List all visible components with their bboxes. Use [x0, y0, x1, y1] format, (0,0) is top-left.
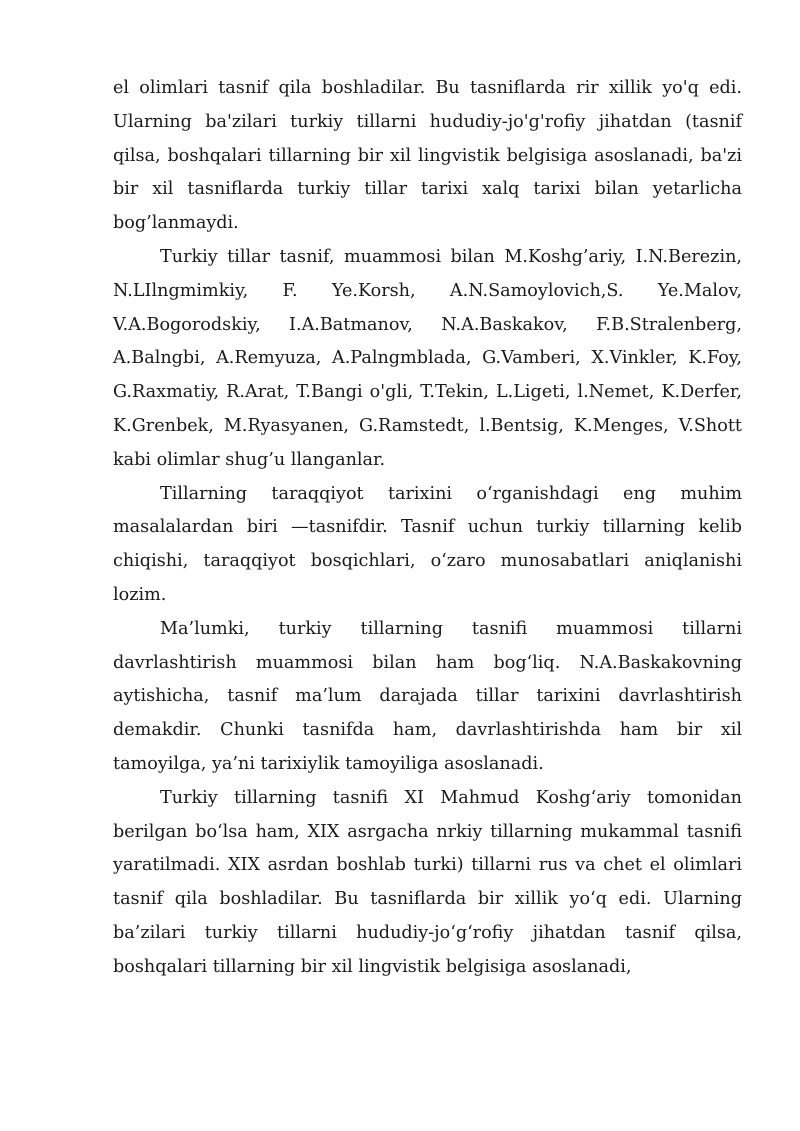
- paragraph-1: el olimlari tasnif qila boshladilar. Bu tasniflarda rir xillik yo'q edi. Ularning ba'zilari turkiy tillarni hududiy-jo'g'rofiy jihatdan (tasnif qilsa, boshqalari tillarning bir xil lingvistik belgisiga asoslanadi, ba'zi bir xil tasniflarda turkiy tillar tarixi xalq tarixi bilan yetarlicha bog’lanmaydi.: [113, 78, 742, 234]
- paragraph-3: Tillarning taraqqiyot tarixini o‘rganishdagi eng muhim masalalardan biri —tasnifdir. Tasnif uchun turkiy tillarning kelib chiqishi, taraqqiyot bosqichlari, o‘zaro munosabatlari aniqlanishi lozim.: [113, 483, 742, 605]
- paragraph-4: Ma’lumki, turkiy tillarning tasnifi muammosi tillarni davrlashtirish muammosi bilan ham bog‘liq. N.A.Baskakovning aytishicha, tasnif ma’lum darajada tillar tarixini davrlashtirish demakdir. Chunki tasnifda ham, davrlashtirishda ham bir xil tamoyilga, ya’ni tarixiylik tamoyiliga asoslanadi.: [113, 618, 742, 774]
- paragraph-2: Turkiy tillar tasnif, muammosi bilan M.Koshg’ariy, I.N.Berezin, N.LIlngmimkiy, F. Ye.Korsh, A.N.Samoylovich,S. Ye.Malov, V.A.Bogorodskiy, I.A.Batmanov, N.A.Baskakov, F.B.Stralenberg, A.Balngbi, A.Remyuza, A.Palngmblada, G.Vamberi, X.Vinkler, K.Foy, G.Raxmatiy, R.Arat, T.Bangi o'gli, T.Tekin, L.Ligeti, l.Nemet, K.Derfer, K.Grenbek, M.Ryasyanen, G.Ramstedt, l.Bentsig, K.Menges, V.Shott kabi olimlar shug’u llanganlar.: [113, 246, 742, 470]
- document-page: [113, 72, 742, 985]
- paragraph-5: Turkiy tillarning tasnifi XI Mahmud Koshg‘ariy tomonidan berilgan bo‘lsa ham, XIX asrgacha nrkiy tillarning mukammal tasnifi yaratilmadi. XIX asrdan boshlab turki) tillarni rus va chet el olimlari tasnif qila boshladilar. Bu tasniflarda bir xillik yo‘q edi. Ularning ba’zilari turkiy tillarni hududiy-jo‘g‘rofiy jihatdan tasnif qilsa, boshqalari tillarning bir xil lingvistik belgisiga asoslanadi,: [113, 787, 742, 977]
